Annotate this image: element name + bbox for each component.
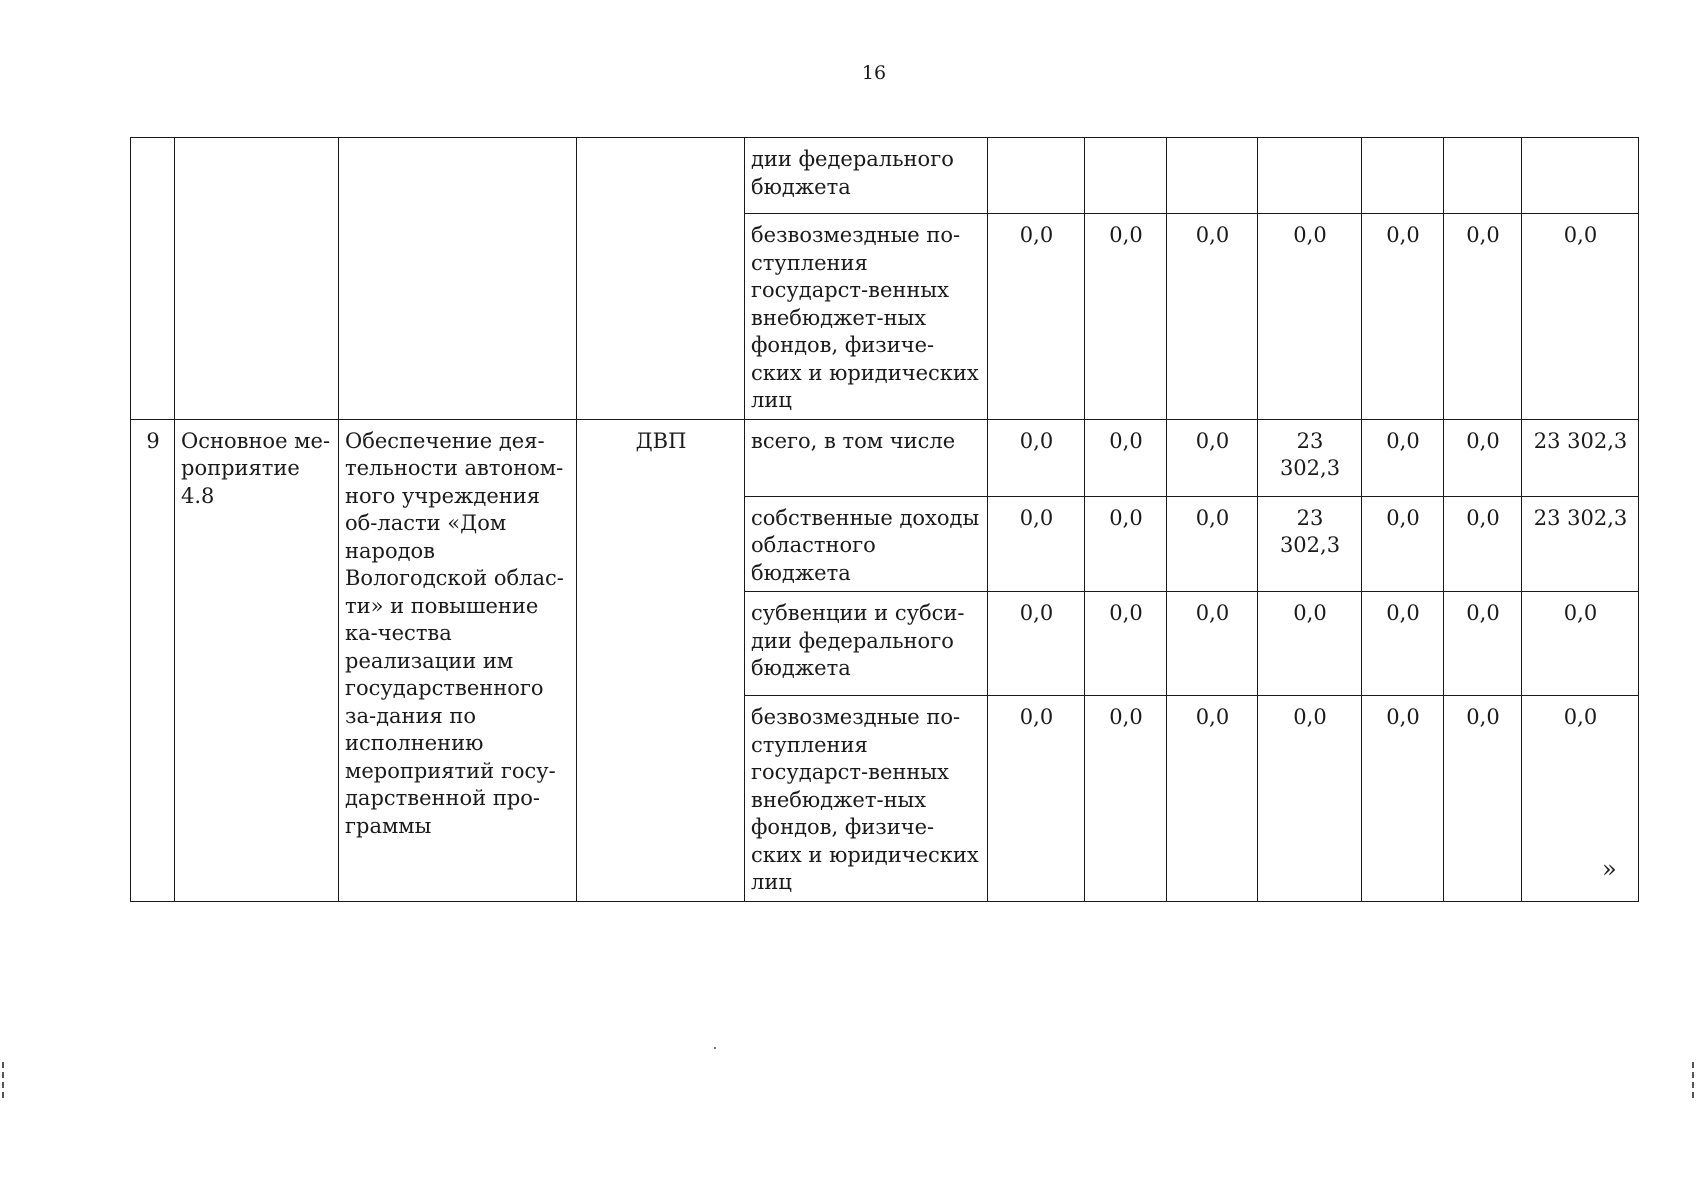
index-cell-empty [131, 138, 175, 420]
value-cell [1362, 138, 1444, 214]
executor-code: ДВП [577, 419, 745, 901]
value-cell: 0,0 [1362, 696, 1444, 902]
value-cell: 0,0 [1167, 696, 1258, 902]
value-cell: 0,0 [1444, 696, 1522, 902]
value-cell: 0,0 [1167, 592, 1258, 696]
value-cell: 0,0 [988, 214, 1085, 420]
description-cell-empty [339, 138, 577, 420]
closing-quote-mark: » [1602, 855, 1617, 883]
value-cell: 0,0 [1362, 419, 1444, 496]
measure-name: Основное ме-роприятие 4.8 [175, 419, 339, 901]
value-cell: 0,0 [988, 419, 1085, 496]
scan-dust-speck [714, 1047, 716, 1049]
funding-source-label: субвенции и субси-дии федерального бюджета [745, 592, 988, 696]
value-cell: 0,0 [988, 592, 1085, 696]
value-cell: 23 302,3 [1258, 496, 1362, 592]
value-cell: 0,0 [1444, 419, 1522, 496]
value-cell: 0,0 [1522, 592, 1639, 696]
value-cell [1085, 138, 1167, 214]
value-cell: 0,0 [1085, 696, 1167, 902]
value-cell: 0,0 [988, 696, 1085, 902]
value-cell [1258, 138, 1362, 214]
funding-source-label: безвозмездные по-ступления государст-венных внебюджет-ных фондов, физиче-ских и юридических лиц [745, 696, 988, 902]
value-cell: 0,0 [1167, 214, 1258, 420]
value-cell: 0,0 [1522, 214, 1639, 420]
value-cell: 0,0 [1085, 592, 1167, 696]
value-cell [1522, 138, 1639, 214]
page-number: 16 [861, 62, 887, 84]
executor-cell-empty [577, 138, 745, 420]
value-cell: 0,0 [1085, 214, 1167, 420]
value-cell: 0,0 [1522, 696, 1639, 902]
value-cell: 23 302,3 [1522, 419, 1639, 496]
value-cell: 0,0 [1258, 592, 1362, 696]
scan-edge-mark [2, 1062, 7, 1098]
funding-source-label: дии федерального бюджета [745, 138, 988, 214]
value-cell: 23 302,3 [1522, 496, 1639, 592]
table-row [131, 419, 1639, 496]
value-cell: 0,0 [1258, 214, 1362, 420]
value-cell: 23 302,3 [1258, 419, 1362, 496]
value-cell: 0,0 [1085, 419, 1167, 496]
scan-edge-mark [1692, 1062, 1697, 1098]
value-cell: 0,0 [1444, 592, 1522, 696]
value-cell: 0,0 [1258, 696, 1362, 902]
value-cell: 0,0 [1362, 592, 1444, 696]
budget-table [130, 137, 1639, 902]
value-cell [1167, 138, 1258, 214]
value-cell [1444, 138, 1522, 214]
measure-description: Обеспечение дея-тельности автоном-ного учреждения об-ласти «Дом народов Вологодской облас-ти» и повышение ка-чества реализации им государственного за-дания по исполнению мероприятий госу-дарственной про-граммы [339, 419, 577, 901]
value-cell: 0,0 [1362, 496, 1444, 592]
row-number: 9 [131, 419, 175, 901]
funding-source-label: безвозмездные по-ступления государст-венных внебюджет-ных фондов, физиче-ских и юридических лиц [745, 214, 988, 420]
value-cell: 0,0 [1167, 496, 1258, 592]
funding-source-label: собственные доходы областного бюджета [745, 496, 988, 592]
value-cell: 0,0 [1362, 214, 1444, 420]
table-row [131, 138, 1639, 214]
value-cell: 0,0 [1444, 214, 1522, 420]
value-cell: 0,0 [1085, 496, 1167, 592]
value-cell: 0,0 [1444, 496, 1522, 592]
measure-cell-empty [175, 138, 339, 420]
funding-source-label: всего, в том числе [745, 419, 988, 496]
value-cell: 0,0 [988, 496, 1085, 592]
value-cell [988, 138, 1085, 214]
value-cell: 0,0 [1167, 419, 1258, 496]
